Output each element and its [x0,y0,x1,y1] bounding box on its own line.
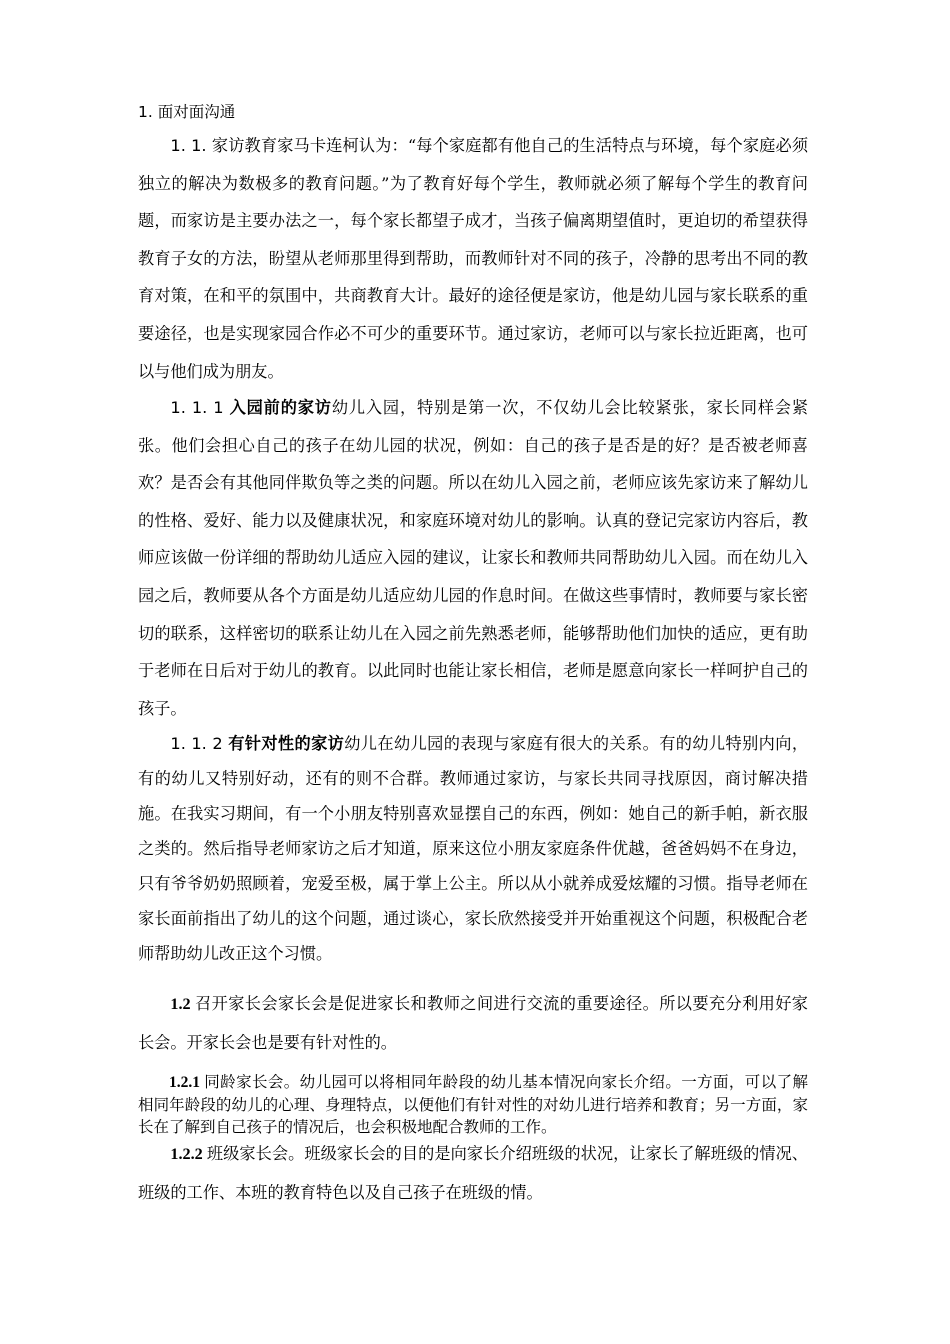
section-number: 1.2 [170,995,196,1013]
paragraph-body: 同龄家长会。幼儿园可以将相同年龄段的幼儿基本情况向家长介绍。一方面，可以了解相同年龄段的幼儿的心理、身理特点，以便他们有针对性的对幼儿进行培养和教育；另一方面，家长在了解到自己孩子的情况后，也会积极地配合教师的工作。 [138,1073,808,1137]
paragraph-home-visit [138,127,808,390]
section-number: 1. 1. 1 [170,398,230,417]
section-title: 有针对性的家访 [228,734,345,753]
section-title: 入园前的家访 [229,398,332,417]
paragraph-parent-meeting [138,985,808,1061]
paragraph-body: 幼儿在幼儿园的表现与家庭有很大的关系。有的幼儿特别内向，有的幼儿又特别好动，还有的则不合群。教师通过家访，与家长共同寻找原因，商讨解决措施。在我实习期间，有一个小朋友特别喜欢显摆自己的东西，例如：她自己的新手帕，新衣服之类的。然后指导老师家访之后才知道，原来这位小朋友家庭条件优越，爸爸妈妈不在身边，只有爷爷奶奶照顾着，宠爱至极，属于掌上公主。所以从小就养成爱炫耀的习惯。指导老师在家长面前指出了幼儿的这个问题，通过谈心，家长欣然接受并开始重视这个问题，积极配合老师帮助幼儿改正这个习惯。 [138,734,809,963]
paragraph-body: 幼儿入园，特别是第一次，不仅幼儿会比较紧张，家长同样会紧张。他们会担心自己的孩子在幼儿园的状况，例如：自己的孩子是否是的好？是否被老师喜欢？是否会有其他同伴欺负等之类的问题。所以在幼儿入园之前，老师应该先家访来了解幼儿的性格、爱好、能力以及健康状况，和家庭环境对幼儿的影响。认真的登记完家访内容后，教师应该做一份详细的帮助幼儿适应入园的建议，让家长和教师共同帮助幼儿入园。而在幼儿入园之后，教师要从各个方面是幼儿适应幼儿园的作息时间。在做这些事情时，教师要与家长密切的联系，这样密切的联系让幼儿在入园之前先熟悉老师，能够帮助他们加快的适应，更有助于老师在日后对于幼儿的教育。以此同时也能让家长相信，老师是愿意向家长一样呵护自己的孩子。 [138,398,809,718]
paragraph-body: 班级家长会。班级家长会的目的是向家长介绍班级的状况，让家长了解班级的情况、班级的工作、本班的教育特色以及自己孩子在班级的情。 [138,1144,808,1202]
paragraph-body: 召开家长会家长会是促进家长和教师之间进行交流的重要途径。所以要充分利用好家长会。开家长会也是要有针对性的。 [138,994,808,1052]
paragraph-targeted-visit [138,726,808,971]
section-number: 1. 1. [170,136,212,155]
paragraph-pre-enrollment-visit [138,389,808,727]
section-title: 家访 [211,136,245,155]
section-heading: 1. 面对面沟通 [138,103,236,121]
paragraph-class-meeting [138,1135,808,1211]
section-number: 1.2.1 [169,1074,205,1091]
section-number: 1. 1. 2 [170,734,229,753]
paragraph-body: 教育家马卡连柯认为：“每个家庭都有他自己的生活特点与环境，每个家庭必须独立的解决为数极多的教育问题。”为了教育好每个学生，教师就必须了解每个学生的教育问题，而家访是主要办法之一，每个家长都望子成才，当孩子偏离期望值时，更迫切的希望获得教育子女的方法，盼望从老师那里得到帮助，而教师针对不同的孩子，冷静的思考出不同的教育对策，在和平的氛围中，共商教育大计。最好的途径便是家访，他是幼儿园与家长联系的重要途径，也是实现家园合作必不可少的重要环节。通过家访，老师可以与家长拉近距离，也可以与他们成为朋友。 [138,136,809,381]
paragraph-same-age-meeting [138,1071,808,1139]
section-number: 1.2.2 [170,1145,207,1163]
